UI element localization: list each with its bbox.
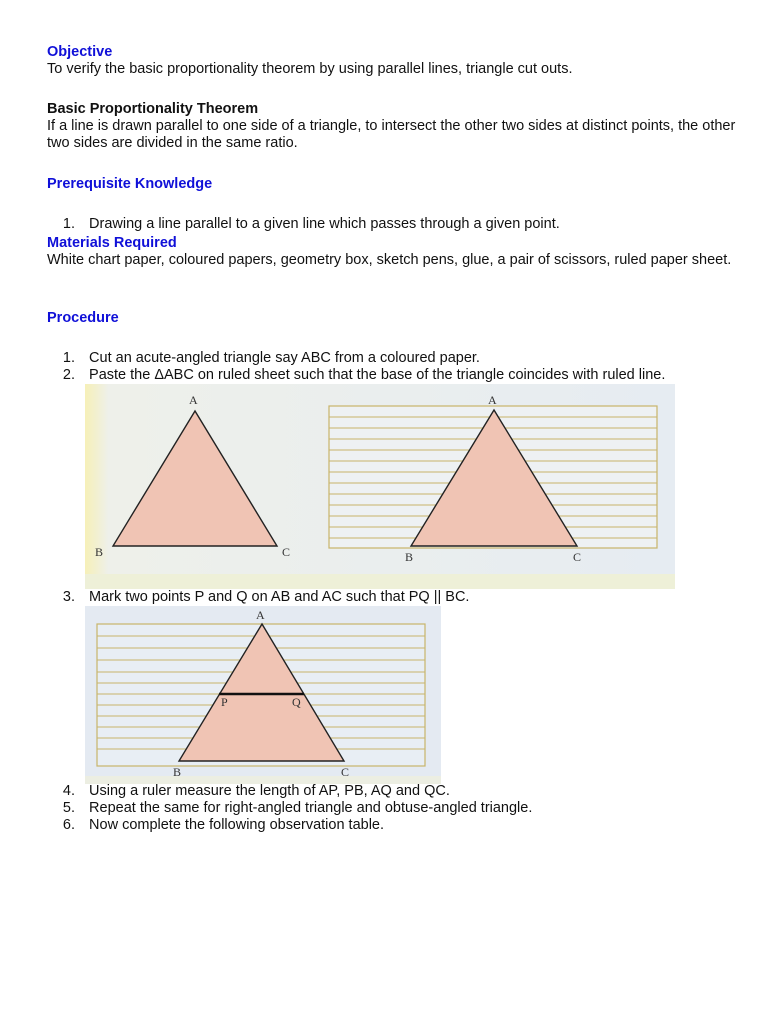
- list-number: 1.: [62, 216, 75, 232]
- list-text: Mark two points P and Q on AB and AC such that PQ || BC.: [89, 589, 470, 605]
- materials-text: White chart paper, coloured papers, geometry box, sketch pens, glue, a pair of scissors, ruled paper sheet.: [47, 252, 732, 268]
- list-text: Cut an acute-angled triangle say ABC from a coloured paper.: [89, 350, 480, 366]
- materials-heading: Materials Required: [47, 235, 177, 251]
- procedure-step: [47, 589, 469, 606]
- figure-2-svg: [85, 606, 441, 784]
- procedure-heading: Procedure: [47, 310, 119, 326]
- list-text: Paste the ΔABC on ruled sheet such that the base of the triangle coincides with ruled line.: [89, 367, 666, 383]
- procedure-step: [47, 367, 665, 384]
- figure-1-svg: [85, 384, 675, 589]
- procedure-step: [47, 817, 384, 834]
- prerequisite-item: [47, 216, 560, 233]
- theorem-heading: Basic Proportionality Theorem: [47, 101, 259, 117]
- label-b: B: [173, 765, 182, 779]
- procedure-step: [47, 800, 532, 817]
- label-b: B: [95, 545, 104, 559]
- list-number: 2.: [62, 367, 75, 383]
- list-text: Drawing a line parallel to a given line which passes through a given point.: [89, 216, 560, 232]
- label-a: A: [256, 608, 265, 622]
- list-number: 1.: [62, 350, 75, 366]
- figure-pq-parallel: [85, 606, 441, 788]
- list-text: Using a ruler measure the length of AP, PB, AQ and QC.: [89, 783, 450, 799]
- theorem-text: If a line is drawn parallel to one side of a triangle, to intersect the other two sides at distinct points, the other two sides are divided in the same ratio.: [47, 118, 736, 151]
- label-c: C: [282, 545, 291, 559]
- list-number: 5.: [62, 800, 75, 816]
- objective-text: To verify the basic proportionality theorem by using parallel lines, triangle cut outs.: [47, 61, 573, 77]
- label-c: C: [341, 765, 350, 779]
- list-number: 6.: [62, 817, 75, 833]
- list-text: Repeat the same for right-angled triangle and obtuse-angled triangle.: [89, 800, 533, 816]
- prerequisite-heading: Prerequisite Knowledge: [47, 176, 213, 192]
- label-p: P: [221, 695, 228, 709]
- objective-heading: Objective: [47, 44, 113, 60]
- list-number: 3.: [62, 589, 75, 605]
- label-a: A: [189, 393, 198, 407]
- procedure-step: [47, 783, 450, 800]
- label-q: Q: [292, 695, 301, 709]
- list-text: Now complete the following observation table.: [89, 817, 385, 833]
- label-b: B: [405, 550, 414, 564]
- figure-triangles-ruled: [85, 384, 675, 593]
- label-c: C: [573, 550, 582, 564]
- label-a: A: [488, 393, 497, 407]
- procedure-step: [47, 350, 480, 367]
- list-number: 4.: [62, 783, 75, 799]
